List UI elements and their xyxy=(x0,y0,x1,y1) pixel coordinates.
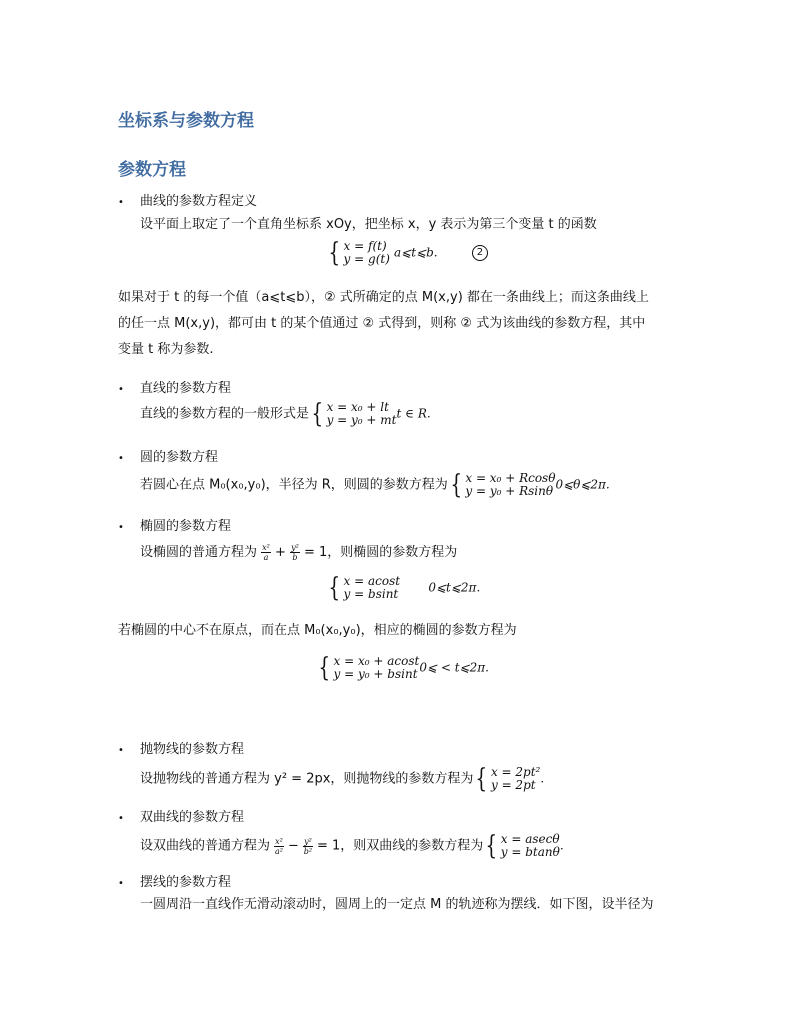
equation-tail: . xyxy=(540,771,545,786)
equation-row: x = x₀ + acost xyxy=(333,654,420,668)
paragraph-curve-def-3: 变量 t 称为参数. xyxy=(118,342,214,357)
equation-tag: 2 xyxy=(472,245,488,261)
text: 设椭圆的普通方程为 xyxy=(140,545,258,560)
equation-condition: 0⩽ < t⩽2π. xyxy=(419,660,489,675)
bullet-dot: • xyxy=(118,745,124,756)
fraction: $\frac{\text{x²}}{a}$ xyxy=(262,543,270,562)
paragraph-curve-def-1: 如果对于 t 的每一个值（a⩽t⩽b），② 式所确定的点 M(x,y) 都在一条曲线上；而这条曲线上 xyxy=(118,290,649,305)
bullet-dot: • xyxy=(118,878,124,889)
bullet-label: 抛物线的参数方程 xyxy=(140,742,245,757)
paragraph-line xyxy=(140,401,431,427)
equation-condition: 0⩽t⩽2π. xyxy=(428,580,481,595)
bullet-label: 摆线的参数方程 xyxy=(140,875,232,890)
bullet-circle xyxy=(118,446,218,465)
bullet-label: 曲线的参数方程定义 xyxy=(140,194,258,209)
fraction: $\frac{\text{y²}}{\text{b²}}$ xyxy=(303,836,313,856)
text: 直线的参数方程的一般形式是 xyxy=(140,406,310,422)
brace: { xyxy=(328,573,341,603)
brace: { xyxy=(485,831,498,861)
bullet-label: 双曲线的参数方程 xyxy=(140,810,245,825)
equation-row: y = y₀ + bsint xyxy=(333,667,418,681)
equation-row: y = g(t) xyxy=(343,252,390,266)
equation-row: x = acost xyxy=(343,574,401,588)
text: 设抛物线的普通方程为 y² = 2px，则抛物线的参数方程为 xyxy=(140,771,474,787)
equation-row: x = f(t) xyxy=(343,239,387,253)
equation-row: y = y₀ + Rsinθ xyxy=(465,484,554,498)
equation-row: x = 2pt² xyxy=(490,765,541,779)
bullet-cycloid xyxy=(118,871,231,890)
bullet-curve-definition xyxy=(118,190,257,209)
bullet-parabola xyxy=(118,738,244,757)
equation-row: x = x₀ + lt xyxy=(326,400,389,414)
text: = 1，则椭圆的参数方程为 xyxy=(303,545,458,560)
equation-row: y = y₀ + mt xyxy=(326,413,397,427)
bullet-label: 圆的参数方程 xyxy=(140,450,219,465)
page-title: 坐标系与参数方程 xyxy=(118,111,254,131)
equation-curve-system xyxy=(326,240,488,266)
paragraph-curve-intro: 设平面上取定了一个直角坐标系 xOy，把坐标 x，y 表示为第三个变量 t 的函数 xyxy=(140,217,597,232)
section-heading: 参数方程 xyxy=(118,160,186,180)
brace: { xyxy=(450,470,462,500)
text: 设双曲线的普通方程为 xyxy=(140,838,271,854)
equation-row: x = asecθ xyxy=(500,832,560,846)
bullet-hyperbola xyxy=(118,806,244,825)
operator: + xyxy=(275,545,286,560)
text: 若圆心在点 M₀(x₀,y₀)，半径为 R，则圆的参数方程为 xyxy=(140,477,448,493)
paragraph-ellipse-offset: 若椭圆的中心不在原点，而在点 M₀(x₀,y₀)，相应的椭圆的参数方程为 xyxy=(118,623,517,638)
paragraph-curve-def-2: 的任一点 M(x,y)，都可由 t 的某个值通过 ② 式得到，则称 ② 式为该曲线的参数方程，其中 xyxy=(118,316,646,331)
equation-tail: t ∈ R. xyxy=(396,406,431,421)
equation-row: y = 2pt xyxy=(490,778,536,792)
bullet-ellipse xyxy=(118,515,231,534)
bullet-label: 直线的参数方程 xyxy=(140,381,232,396)
bullet-dot: • xyxy=(118,453,124,464)
paragraph-hyperbola xyxy=(140,833,564,859)
paragraph-parabola xyxy=(140,766,544,792)
paragraph-circle xyxy=(140,472,610,498)
bullet-label: 椭圆的参数方程 xyxy=(140,519,232,534)
operator: − xyxy=(288,838,299,854)
equation-ellipse-offset xyxy=(316,655,489,681)
brace: { xyxy=(328,238,341,268)
paragraph-ellipse xyxy=(140,543,457,562)
bullet-dot: • xyxy=(118,197,124,208)
bullet-dot: • xyxy=(118,813,124,824)
fraction: $\frac{\text{x²}}{\text{a²}}$ xyxy=(275,836,283,856)
equation-row: y = btanθ xyxy=(500,845,560,859)
equation-tail: . xyxy=(559,838,564,853)
equation-row: x = x₀ + Rcosθ xyxy=(465,471,556,485)
equation-condition: a⩽t⩽b. xyxy=(394,245,438,260)
equation-row: y = bsint xyxy=(343,587,399,601)
equation-ellipse xyxy=(326,575,480,601)
text: = 1，则双曲线的参数方程为 xyxy=(316,838,484,854)
brace: { xyxy=(475,764,488,794)
brace: { xyxy=(311,399,324,429)
bullet-dot: • xyxy=(118,522,124,533)
paragraph-cycloid: 一圆周沿一直线作无滑动滚动时，圆周上的一定点 M 的轨迹称为摆线．如下图，设半径为 xyxy=(140,897,654,912)
bullet-dot: • xyxy=(118,384,124,395)
bullet-line xyxy=(118,377,231,396)
equation-tail: 0⩽θ⩽2π. xyxy=(555,477,610,492)
brace: { xyxy=(318,653,331,683)
fraction: $\frac{\text{y²}}{b}$ xyxy=(291,543,299,562)
